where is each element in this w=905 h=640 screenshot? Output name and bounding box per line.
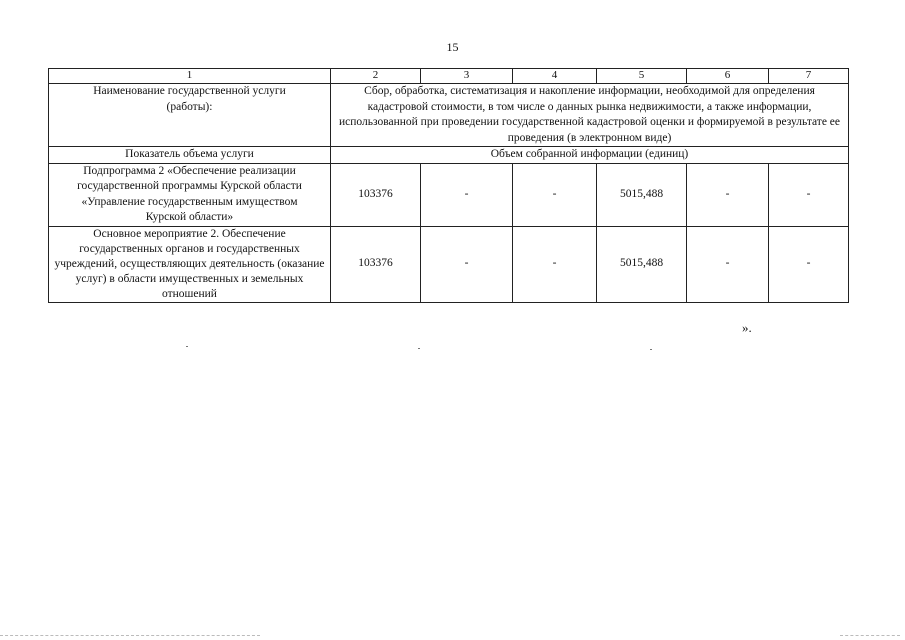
service-name-value: Сбор, обработка, систематизация и накопление информации, необходимой для определения кадастровой стоимости, в том числе о данных рынка недвижимости, а также информации, использованной при проведении государственной кадастровой оценки и формируемой в результате ее проведения (в электронном виде)	[331, 84, 849, 147]
table-row	[49, 226, 849, 302]
indicator-label: Показатель объема услуги	[49, 147, 331, 164]
scan-edge-line	[840, 634, 900, 636]
service-name-row	[49, 84, 849, 147]
column-number: 6	[687, 69, 769, 84]
column-number: 7	[769, 69, 849, 84]
column-number: 2	[331, 69, 421, 84]
page-number: 15	[446, 40, 459, 54]
service-name-label: Наименование государственной услуги (работы):	[49, 84, 331, 147]
column-number: 1	[49, 69, 331, 84]
row-value: 5015,488	[597, 226, 687, 302]
row-name: Основное мероприятие 2. Обеспечение государственных органов и государственных учреждений, осуществляющих деятельность (оказание услуг) в области имущественных и земельных отношений	[49, 226, 331, 302]
row-value: -	[513, 163, 597, 226]
row-value: -	[687, 163, 769, 226]
row-value: -	[687, 226, 769, 302]
table-row	[49, 163, 849, 226]
indicator-row	[49, 147, 849, 164]
scan-speck	[186, 346, 188, 347]
scan-speck	[650, 349, 652, 350]
row-value: -	[421, 226, 513, 302]
column-number: 5	[597, 69, 687, 84]
row-value: 103376	[331, 163, 421, 226]
row-value: -	[421, 163, 513, 226]
row-value: -	[769, 163, 849, 226]
column-number-row	[49, 69, 849, 84]
scan-speck	[418, 348, 420, 349]
column-number: 3	[421, 69, 513, 84]
column-number: 4	[513, 69, 597, 84]
indicator-value: Объем собранной информации (единиц)	[331, 147, 849, 164]
row-name: Подпрограмма 2 «Обеспечение реализации государственной программы Курской области «Управление государственным имуществом Курской области»	[49, 163, 331, 226]
closing-quote-mark: ».	[742, 320, 752, 335]
row-value: -	[769, 226, 849, 302]
row-value: 103376	[331, 226, 421, 302]
row-value: 5015,488	[597, 163, 687, 226]
row-value: -	[513, 226, 597, 302]
scan-edge-line	[0, 634, 260, 636]
service-volume-table	[48, 68, 849, 303]
